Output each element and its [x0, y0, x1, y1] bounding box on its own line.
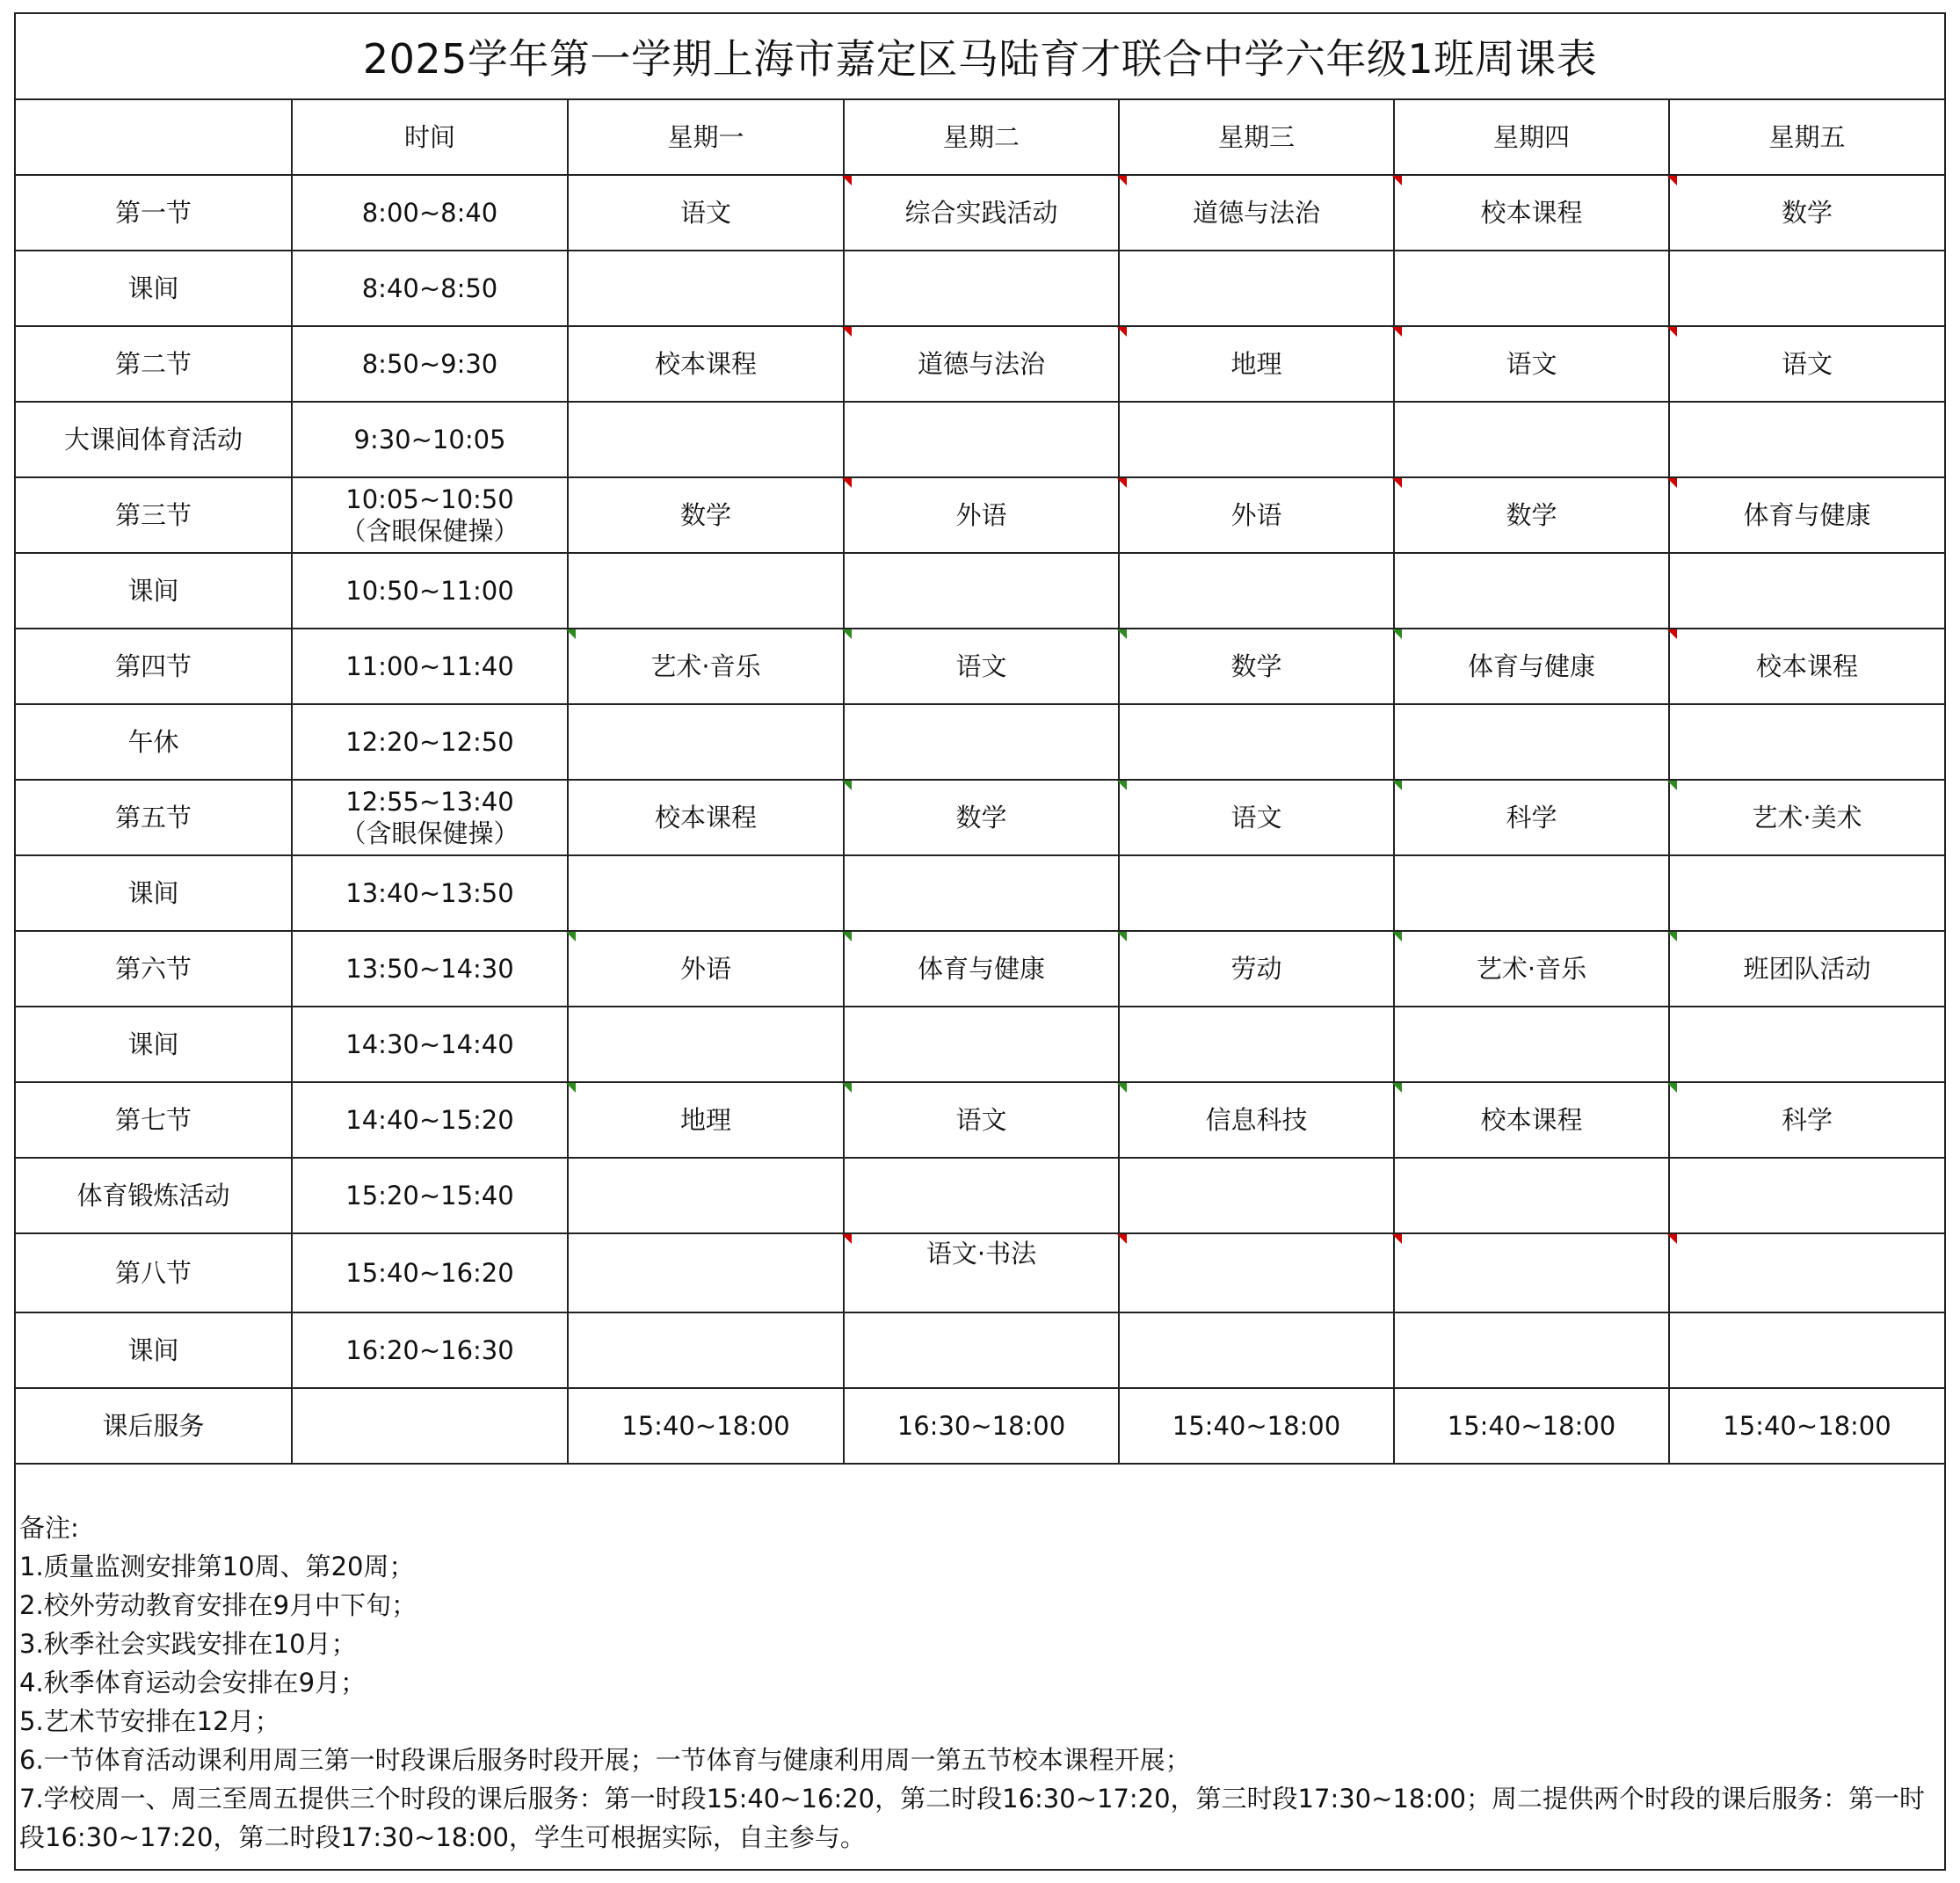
subject-cell: 地理	[1119, 326, 1394, 402]
subject-cell	[844, 855, 1119, 931]
time-range: 12:55~13:40	[345, 786, 514, 817]
subject-cell	[568, 553, 844, 629]
period-row	[16, 175, 1944, 251]
subject-cell: 科学	[1669, 1082, 1944, 1158]
time-range: 15:20~15:40	[345, 1180, 514, 1210]
time-range: 13:50~14:30	[345, 953, 514, 984]
period-label: 第二节	[16, 326, 292, 402]
subject-cell	[1669, 1007, 1944, 1082]
period-time	[292, 1082, 568, 1158]
period-time	[292, 1388, 568, 1464]
subject-cell	[568, 251, 844, 326]
subject-cell: 综合实践活动	[844, 175, 1119, 251]
subject-cell	[1394, 1007, 1669, 1082]
timetable-grid	[16, 100, 1944, 1465]
time-range: 9:30~10:05	[353, 424, 506, 454]
period-row	[16, 931, 1944, 1007]
period-row	[16, 553, 1944, 629]
subject-cell: 科学	[1394, 780, 1669, 855]
subject-cell	[1119, 553, 1394, 629]
period-time	[292, 704, 568, 780]
subject-cell: 道德与法治	[844, 326, 1119, 402]
note-item: 1.质量监测安排第10周、第20周；	[19, 1552, 415, 1581]
subject-cell	[1119, 402, 1394, 477]
period-time	[292, 629, 568, 704]
time-range: 14:30~14:40	[345, 1029, 514, 1059]
header-corner	[16, 100, 292, 175]
period-row	[16, 1233, 1944, 1312]
subject-cell	[568, 1233, 844, 1312]
subject-cell: 校本课程	[1394, 175, 1669, 251]
period-time	[292, 1007, 568, 1082]
subject-cell	[1669, 402, 1944, 477]
period-row	[16, 704, 1944, 780]
period-row	[16, 629, 1944, 704]
period-time	[292, 931, 568, 1007]
notes-heading: 备注:	[19, 1513, 79, 1543]
subject-cell: 语文	[1394, 326, 1669, 402]
subject-cell: 校本课程	[1669, 629, 1944, 704]
time-range: 13:40~13:50	[345, 877, 514, 908]
subject-cell: 15:40~18:00	[1119, 1388, 1394, 1464]
period-label: 体育锻炼活动	[16, 1158, 292, 1233]
subject-cell	[1119, 251, 1394, 326]
period-row	[16, 1158, 1944, 1233]
subject-cell	[1394, 1233, 1669, 1312]
period-row	[16, 855, 1944, 931]
subject-cell: 语文	[844, 629, 1119, 704]
header-day: 星期五	[1669, 100, 1944, 175]
subject-cell	[568, 704, 844, 780]
notes-section	[19, 1509, 1935, 1857]
subject-cell	[844, 1158, 1119, 1233]
header-day: 星期一	[568, 100, 844, 175]
page-title: 2025学年第一学期上海市嘉定区马陆育才联合中学六年级1班周课表	[16, 14, 1944, 100]
subject-cell: 校本课程	[1394, 1082, 1669, 1158]
subject-cell: 地理	[568, 1082, 844, 1158]
subject-cell	[1669, 704, 1944, 780]
subject-cell: 语文	[1119, 780, 1394, 855]
period-label: 课间	[16, 1312, 292, 1388]
period-label: 第六节	[16, 931, 292, 1007]
subject-cell	[568, 1312, 844, 1388]
subject-cell	[1119, 704, 1394, 780]
subject-cell	[1394, 251, 1669, 326]
subject-cell	[1669, 1312, 1944, 1388]
subject-cell	[1669, 1233, 1944, 1312]
subject-cell: 艺术·音乐	[568, 629, 844, 704]
subject-cell: 体育与健康	[1669, 477, 1944, 553]
subject-cell	[568, 402, 844, 477]
subject-cell: 艺术·美术	[1669, 780, 1944, 855]
subject-cell: 数学	[1669, 175, 1944, 251]
subject-cell: 班团队活动	[1669, 931, 1944, 1007]
subject-cell	[844, 1007, 1119, 1082]
subject-cell: 语文·书法	[844, 1233, 1119, 1312]
subject-cell	[568, 1007, 844, 1082]
subject-cell: 劳动	[1119, 931, 1394, 1007]
time-range: 10:05~10:50	[345, 483, 514, 514]
note-item: 2.校外劳动教育安排在9月中下旬；	[19, 1590, 417, 1620]
subject-cell: 体育与健康	[1394, 629, 1669, 704]
subject-cell	[1669, 251, 1944, 326]
subject-cell: 数学	[844, 780, 1119, 855]
subject-cell	[1119, 855, 1394, 931]
subject-cell	[1669, 553, 1944, 629]
subject-cell: 外语	[844, 477, 1119, 553]
subject-cell	[844, 251, 1119, 326]
subject-cell	[844, 704, 1119, 780]
time-range: 10:50~11:00	[345, 575, 514, 606]
subject-cell: 校本课程	[568, 326, 844, 402]
subject-cell: 语文	[844, 1082, 1119, 1158]
header-time: 时间	[292, 100, 568, 175]
period-label: 第八节	[16, 1233, 292, 1312]
period-time	[292, 780, 568, 855]
header-day: 星期四	[1394, 100, 1669, 175]
subject-cell	[1394, 704, 1669, 780]
period-row	[16, 326, 1944, 402]
period-label: 课后服务	[16, 1388, 292, 1464]
note-item: 6.一节体育活动课利用周三第一时段课后服务时段开展；一节体育与健康利用周一第五节校本课程开展；	[19, 1745, 1191, 1775]
subject-cell	[1394, 553, 1669, 629]
subject-cell	[1394, 855, 1669, 931]
subject-cell: 道德与法治	[1119, 175, 1394, 251]
subject-cell	[1119, 1007, 1394, 1082]
period-label: 课间	[16, 251, 292, 326]
period-time	[292, 1312, 568, 1388]
subject-cell	[1669, 1158, 1944, 1233]
subject-cell	[1119, 1312, 1394, 1388]
time-range: 16:20~16:30	[345, 1334, 514, 1365]
period-label: 大课间体育活动	[16, 402, 292, 477]
period-time	[292, 175, 568, 251]
subject-cell	[844, 1312, 1119, 1388]
subject-cell	[1394, 402, 1669, 477]
subject-cell: 15:40~18:00	[568, 1388, 844, 1464]
period-row	[16, 1082, 1944, 1158]
period-time	[292, 1158, 568, 1233]
time-range: 15:40~16:20	[345, 1257, 514, 1288]
subject-cell	[1119, 1233, 1394, 1312]
note-item: 3.秋季社会实践安排在10月；	[19, 1629, 357, 1659]
subject-cell: 15:40~18:00	[1394, 1388, 1669, 1464]
subject-cell	[844, 402, 1119, 477]
period-row	[16, 1312, 1944, 1388]
period-row	[16, 1388, 1944, 1464]
period-label: 课间	[16, 553, 292, 629]
period-label: 课间	[16, 855, 292, 931]
period-time	[292, 477, 568, 553]
period-row	[16, 780, 1944, 855]
subject-cell: 15:40~18:00	[1669, 1388, 1944, 1464]
time-range: 8:40~8:50	[361, 273, 498, 303]
subject-cell	[568, 1158, 844, 1233]
time-range: 11:00~11:40	[345, 651, 514, 681]
subject-cell	[844, 553, 1119, 629]
time-note: （含眼保健操）	[340, 818, 519, 848]
note-item: 7.学校周一、周三至周五提供三个时段的课后服务：第一时段15:40~16:20，第二时段16:30~17:20，第三时段17:30~18:00；周二提供两个时段的课后服务：第一时段16:30~17:20，第二时段17:30~18:00，学生可根据实际，自主参与。	[19, 1784, 1926, 1852]
subject-cell	[568, 855, 844, 931]
subject-cell	[1669, 855, 1944, 931]
time-range: 12:20~12:50	[345, 726, 514, 757]
subject-cell: 体育与健康	[844, 931, 1119, 1007]
period-time	[292, 553, 568, 629]
subject-cell: 语文	[568, 175, 844, 251]
time-note: （含眼保健操）	[340, 516, 519, 546]
period-row	[16, 1007, 1944, 1082]
period-row	[16, 402, 1944, 477]
subject-cell: 外语	[568, 931, 844, 1007]
period-time	[292, 1233, 568, 1312]
period-time	[292, 402, 568, 477]
subject-cell: 外语	[1119, 477, 1394, 553]
period-label: 午休	[16, 704, 292, 780]
subject-cell: 数学	[568, 477, 844, 553]
period-label: 第七节	[16, 1082, 292, 1158]
subject-cell	[1394, 1312, 1669, 1388]
header-day: 星期二	[844, 100, 1119, 175]
subject-cell: 数学	[1119, 629, 1394, 704]
subject-cell: 数学	[1394, 477, 1669, 553]
period-time	[292, 251, 568, 326]
time-range: 14:40~15:20	[345, 1104, 514, 1135]
subject-cell	[1394, 1158, 1669, 1233]
period-label: 第一节	[16, 175, 292, 251]
header-day: 星期三	[1119, 100, 1394, 175]
time-range: 8:50~9:30	[361, 348, 498, 379]
period-label: 第三节	[16, 477, 292, 553]
period-time	[292, 326, 568, 402]
period-row	[16, 251, 1944, 326]
timetable-sheet	[14, 12, 1946, 1871]
period-label: 课间	[16, 1007, 292, 1082]
period-label: 第四节	[16, 629, 292, 704]
header-row	[16, 100, 1944, 175]
subject-cell: 校本课程	[568, 780, 844, 855]
note-item: 4.秋季体育运动会安排在9月；	[19, 1668, 367, 1698]
subject-cell	[1119, 1158, 1394, 1233]
subject-cell: 语文	[1669, 326, 1944, 402]
subject-cell: 艺术·音乐	[1394, 931, 1669, 1007]
subject-cell: 16:30~18:00	[844, 1388, 1119, 1464]
period-label: 第五节	[16, 780, 292, 855]
subject-cell: 信息科技	[1119, 1082, 1394, 1158]
period-row	[16, 477, 1944, 553]
note-item: 5.艺术节安排在12月；	[19, 1706, 280, 1736]
period-time	[292, 855, 568, 931]
time-range: 8:00~8:40	[361, 197, 498, 228]
